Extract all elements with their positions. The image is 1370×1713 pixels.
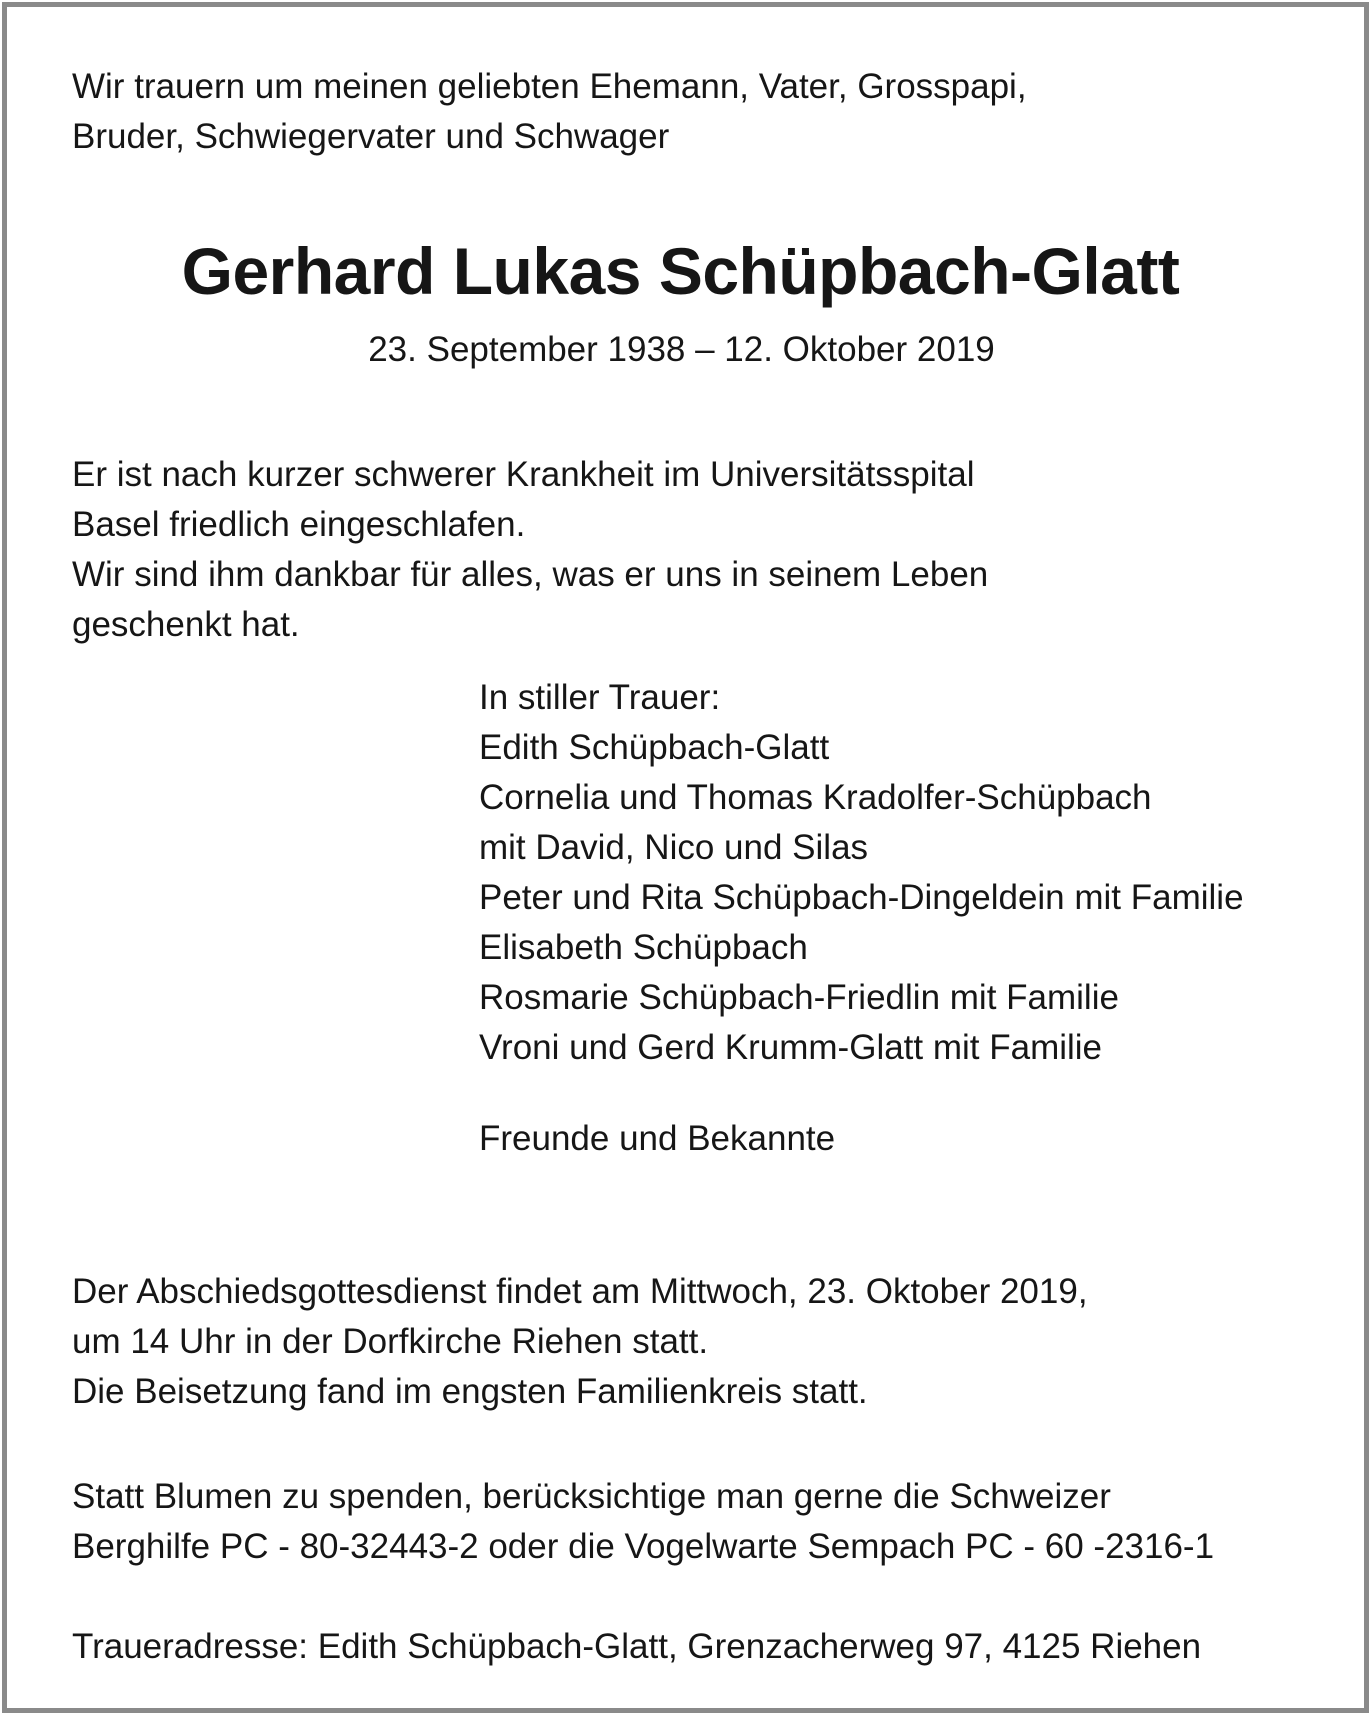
message-line: Basel friedlich eingeschlafen. — [72, 505, 526, 544]
message-text — [72, 450, 988, 650]
mourner-name: Rosmarie Schüpbach-Friedlin mit Familie — [479, 978, 1119, 1017]
mourner-name: Cornelia und Thomas Kradolfer-Schüpbach — [479, 778, 1152, 817]
mourners-list — [479, 673, 1244, 1073]
message-line: Er ist nach kurzer schwerer Krankheit im Universitätsspital — [72, 455, 975, 494]
message-line: Wir sind ihm dankbar für alles, was er uns in seinem Leben — [72, 555, 989, 594]
deceased-name: Gerhard Lukas Schüpbach-Glatt — [181, 234, 1180, 308]
service-text — [72, 1267, 1088, 1417]
donation-line: Berghilfe PC - 80-32443-2 oder die Vogelwarte Sempach PC - 60 -2316-1 — [72, 1527, 1215, 1566]
address-line: Traueradresse: Edith Schüpbach-Glatt, Grenzacherweg 97, 4125 Riehen — [72, 1627, 1202, 1666]
mourner-name: Peter und Rita Schüpbach-Dingeldein mit Familie — [479, 878, 1244, 917]
mourner-name: Elisabeth Schüpbach — [479, 928, 808, 967]
service-line: Die Beisetzung fand im engsten Familienkreis statt. — [72, 1372, 868, 1411]
message-line: geschenkt hat. — [72, 605, 300, 644]
friends-line: Freunde und Bekannte — [479, 1119, 836, 1158]
mourner-name: Vroni und Gerd Krumm-Glatt mit Familie — [479, 1028, 1103, 1067]
mourners-heading: In stiller Trauer: — [479, 678, 721, 717]
intro-text — [72, 62, 1027, 162]
mourner-name: Edith Schüpbach-Glatt — [479, 728, 830, 767]
obituary-notice — [2, 2, 1369, 1713]
service-line: um 14 Uhr in der Dorfkirche Riehen statt. — [72, 1322, 709, 1361]
mourner-name: mit David, Nico und Silas — [479, 828, 869, 867]
intro-line: Bruder, Schwiegervater und Schwager — [72, 117, 670, 156]
life-dates: 23. September 1938 – 12. Oktober 2019 — [368, 330, 995, 369]
donation-line: Statt Blumen zu spenden, berücksichtige man gerne die Schweizer — [72, 1477, 1111, 1516]
intro-line: Wir trauern um meinen geliebten Ehemann, Vater, Grosspapi, — [72, 67, 1027, 106]
donation-text — [72, 1472, 1214, 1572]
service-line: Der Abschiedsgottesdienst findet am Mittwoch, 23. Oktober 2019, — [72, 1272, 1088, 1311]
mourning-address — [72, 1622, 1201, 1672]
